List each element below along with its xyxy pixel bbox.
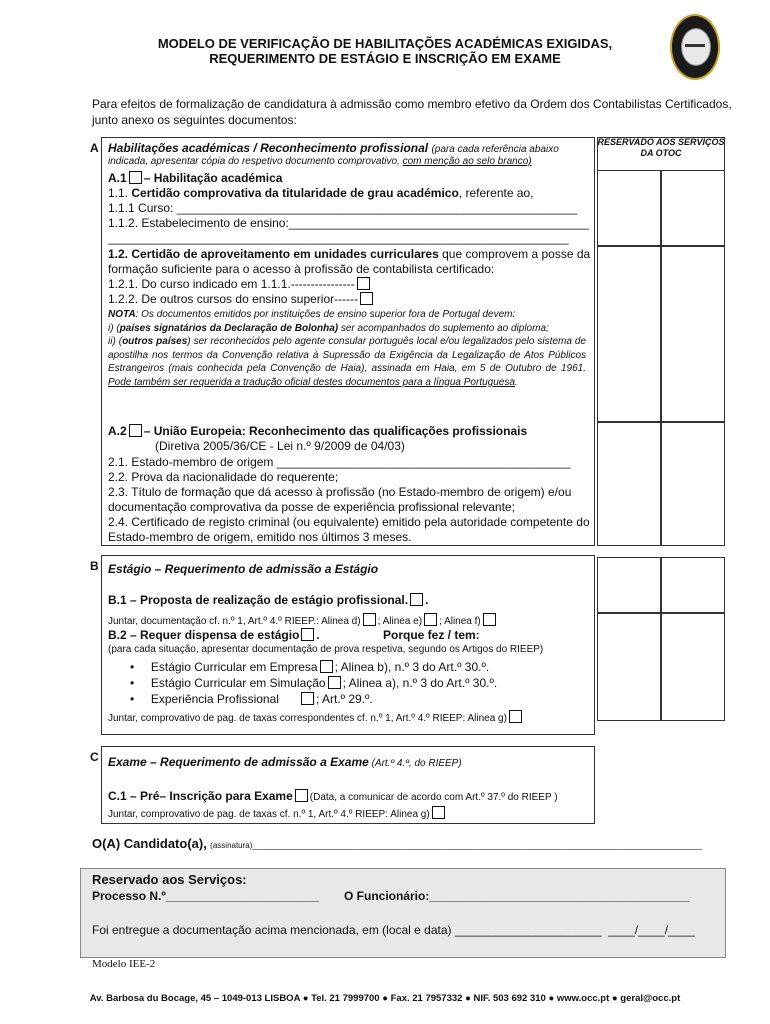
line-2-3a: 2.3. Título de formação que dá acesso à profissão (no Estado-membro de origem) e/ou	[108, 485, 572, 499]
a1-title: – Habilitação académica	[143, 171, 283, 185]
b1-checkbox[interactable]	[410, 593, 423, 606]
b1-text: B.1 – Proposta de realização de estágio profissional.	[108, 593, 409, 607]
nota-ii-underlined: Pode também ser requerida a tradução oficial destes documentos para a língua Portuguesa	[108, 376, 515, 388]
nota-line	[108, 308, 586, 322]
bullet-3-rest: ; Art.º 29.º.	[315, 692, 373, 706]
reserved-cell	[661, 613, 725, 721]
section-c-heading	[108, 755, 462, 769]
line-1-2-rest: que comprovem a posse da	[438, 247, 591, 261]
a1-heading	[108, 171, 282, 185]
section-a-note-2: indicada, apresentar cópia do respetivo documento comprovativo,	[108, 156, 400, 167]
section-b-letter: B	[90, 559, 99, 573]
nota-ii-rest: ) ser reconhecidos pelo agente consular português local e/ou legalizados pelo sistema de apostilha nos termos da Convenção relativa à Supressão da Exigência da Legalização de Atos Públicos Estrangeiros (mais conhecida pela Convenção de Haia), assinada em Haia, em 5 de Outubro de 1961.	[108, 336, 586, 374]
field-data[interactable]: ____/____/____	[608, 923, 695, 937]
simulacao-checkbox[interactable]	[328, 676, 341, 689]
section-c-title: Exame – Requerimento de admissão a Exame	[108, 755, 369, 769]
line-1-2-bold: 1.2. Certidão de aproveitamento em unidades curriculares	[108, 247, 439, 261]
b2-why: Porque fez / tem:	[383, 628, 480, 642]
field-funcionario[interactable]: O Funcionário:_______________________________________	[344, 889, 690, 903]
bullet-2-rest: ; Alinea a), n.º 3 do Art.º 30.º.	[342, 676, 498, 690]
bullet-estagio-simulacao: • Estágio Curricular em Simulação ; Alinea a), n.º 3 do Art.º 30.º.	[130, 676, 498, 690]
bullet-experiencia: • Experiência Profissional ; Art.º 29.º.	[130, 692, 373, 706]
c-fees-line	[108, 806, 447, 820]
bullet-1-rest: ; Alinea b), n.º 3 do Art.º 30.º.	[334, 660, 490, 674]
reserved-header: RESERVADO AOS SERVIÇOS DA OTOC	[597, 137, 725, 158]
checkbox-1-2-1[interactable]	[357, 277, 370, 290]
bullet-1-text: Estágio Curricular em Empresa	[150, 660, 318, 674]
section-a-note-3: com menção ao selo branco)	[402, 156, 532, 167]
line-1-1-bold: Certidão comprovativa da titularidade de grau académico	[131, 186, 459, 200]
bullet-2-text: Estágio Curricular em Simulação	[150, 676, 326, 690]
checkbox-1-2-2[interactable]	[360, 292, 373, 305]
candidate-signature[interactable]	[92, 836, 722, 851]
b1-line: B.1 – Proposta de realização de estágio profissional. .	[108, 593, 429, 607]
a2-title: – União Europeia: Reconhecimento das qualificações profissionais	[143, 424, 528, 438]
nota-i-prefix: i) (	[108, 322, 120, 334]
b2-text: B.2 – Requer dispensa de estágio	[108, 628, 300, 642]
services-title: Reservado aos Serviços:	[92, 872, 247, 887]
title-line-2: REQUERIMENTO DE ESTÁGIO E INSCRIÇÃO EM EXAME	[209, 51, 561, 66]
alinea-f-checkbox[interactable]	[483, 613, 496, 626]
line-2-4b: Estado-membro de origem, emitido nos últimos 3 meses.	[108, 530, 412, 544]
a2-heading	[108, 424, 527, 438]
field-entrega[interactable]: Foi entregue a documentação acima mencionada, em (local e data) ______________________	[92, 923, 602, 937]
a1-label: A.1	[108, 171, 127, 185]
c1-text: C.1 – Pré– Inscrição para Exame	[108, 789, 293, 803]
field-estado-membro[interactable]: 2.1. Estado-membro de origem ____________________________________________	[108, 455, 571, 469]
reserved-cell	[597, 557, 661, 613]
a2-label: A.2	[108, 424, 127, 438]
candidate-label: O(A) Candidato(a),	[92, 836, 207, 851]
section-a-note-line	[108, 156, 532, 167]
intro-text: Para efeitos de formalização de candidatura à admissão como membro efetivo da Ordem dos Contabilistas Certificados, junto anexo os seguintes documentos:	[92, 97, 732, 127]
line-1-2-1	[108, 277, 372, 291]
field-blank-line[interactable]: _____________________________________________________________________	[108, 231, 569, 245]
b2-note: (para cada situação, apresentar documentação de prova respetiva, segundo os Artigos do RIEEP)	[108, 644, 544, 655]
b-fees-checkbox[interactable]	[509, 710, 522, 723]
b-fees-line	[108, 710, 524, 724]
nota-text: : Os documentos emitidos por instituições de ensino superior fora de Portugal devem:	[135, 309, 516, 320]
section-a-title: Habilitações académicas / Reconhecimento profissional	[108, 141, 429, 155]
field-curso[interactable]: 1.1.1 Curso: ____________________________________________________________	[108, 201, 578, 215]
logo	[670, 14, 720, 80]
b-fees-text: Juntar, comprovativo de pag. de taxas correspondentes cf. n.º 1, Art.º 4.º RIEEP: Alinea g)	[108, 713, 507, 724]
line-1-1-num: 1.1.	[108, 186, 132, 200]
line-1-1-rest: , referente ao,	[458, 186, 534, 200]
logo-bar	[685, 44, 705, 47]
nota-i-bold: países signatários da Declaração de Bolonha)	[119, 322, 339, 334]
b2-checkbox[interactable]	[301, 628, 314, 641]
section-c-letter: C	[90, 750, 99, 764]
line-1-2-2	[108, 292, 375, 306]
line-1-2-2-text: 1.2.2. De outros cursos do ensino superior------	[108, 292, 359, 306]
line-1-2-cont: formação suficiente para o acesso à profissão de contabilista certificado:	[108, 262, 495, 276]
b1-doc-text: Juntar, documentação cf. n.º 1, Art.º 4.º RIEEP.: Alinea d)	[108, 616, 361, 627]
empresa-checkbox[interactable]	[320, 660, 333, 673]
alinea-e-checkbox[interactable]	[424, 613, 437, 626]
line-2-3b: documentação comprovativa da posse de experiência profissional relevante;	[108, 500, 515, 514]
line-1-2	[108, 247, 590, 261]
b1-f-text: ; Alinea f)	[439, 616, 481, 627]
b1-doc-line	[108, 613, 498, 627]
c1-line	[108, 789, 558, 803]
a2-subtitle: (Diretiva 2005/36/CE - Lei n.º 9/2009 de 04/03)	[155, 439, 405, 453]
experiencia-checkbox[interactable]	[301, 692, 314, 705]
nota-ii-prefix: ii) (	[108, 336, 123, 347]
reserved-cell	[597, 613, 661, 721]
c-fees-checkbox[interactable]	[432, 806, 445, 819]
page-title	[100, 36, 670, 66]
section-a-heading	[108, 141, 559, 155]
model-label: Modelo IEE-2	[92, 958, 156, 970]
nota-ii: ii) (outros países) ser reconhecidos pelo agente consular português local e/ou legalizados pelo sistema de apostilha nos termos da Convenção relativa à Supressão da Exigência da Legalização de Atos Públicos Estrangeiros (mais conhecida pela Convenção de Haia), assinada em Haia, em 5 de Outubro de 1961. Pode também ser requerida a tradução oficial destes documentos para a língua Portuguesa.	[108, 336, 586, 388]
nota-i-rest: ser acompanhados do suplemento ao diploma;	[338, 322, 549, 334]
c-fees-text: Juntar, comprovativo de pag. de taxas cf. n.º 1, Art.º 4.º RIEEP: Alinea g)	[108, 809, 430, 820]
logo-emblem-icon	[681, 28, 711, 66]
line-1-2-1-text: 1.2.1. Do curso indicado em 1.1.1.----------------	[108, 277, 355, 291]
reserved-outer	[597, 137, 725, 546]
field-processo[interactable]: Processo N.º_______________________	[92, 889, 320, 903]
nota-i	[108, 322, 586, 336]
b2-line: B.2 – Requer dispensa de estágio .	[108, 628, 320, 642]
section-c-note: (Art.º 4.º, do RIEEP)	[368, 758, 462, 769]
line-1-1	[108, 186, 534, 200]
a1-checkbox[interactable]	[129, 171, 142, 184]
footer-address: Av. Barbosa du Bocage, 45 – 1049-013 LISBOA ● Tel. 21 7999700 ● Fax. 21 7957332 ● NIF. 503 692 310 ● www.occ.pt ● geral@occ.pt	[89, 993, 681, 1004]
reserved-cell	[661, 557, 725, 613]
title-line-1: MODELO DE VERIFICAÇÃO DE HABILITAÇÕES ACADÉMICAS EXIGIDAS,	[157, 36, 613, 51]
b1-e-text: ; Alinea e)	[377, 616, 423, 627]
section-a-note: (para cada referência abaixo	[431, 144, 559, 155]
line-2-4a: 2.4. Certificado de registo criminal (ou equivalente) emitido pela autoridade competente do	[108, 515, 590, 529]
line-2-2: 2.2. Prova da nacionalidade do requerente;	[108, 470, 339, 484]
candidate-sign-hint: (assinatura)	[210, 841, 253, 850]
c1-checkbox[interactable]	[295, 789, 308, 802]
bullet-estagio-empresa: • Estágio Curricular em Empresa ; Alinea b), n.º 3 do Art.º 30.º.	[130, 660, 490, 674]
alinea-d-checkbox[interactable]	[363, 613, 376, 626]
section-b-heading: Estágio – Requerimento de admissão a Estágio	[108, 562, 379, 576]
bullet-3-text: Experiência Profissional	[150, 692, 279, 706]
signature-line[interactable]: _____________________________________________________________________________________________________	[252, 841, 702, 850]
c1-rest: (Data, a comunicar de acordo com Art.º 37.º do RIEEP )	[309, 792, 558, 803]
nota-block	[108, 308, 586, 389]
nota-label: NOTA	[108, 309, 136, 320]
nota-ii-bold: outros países	[122, 336, 188, 347]
field-estabelecimento[interactable]: 1.1.2. Estabelecimento de ensino:_____________________________________________	[108, 216, 590, 230]
a2-checkbox[interactable]	[129, 424, 142, 437]
section-a-letter: A	[90, 141, 99, 155]
